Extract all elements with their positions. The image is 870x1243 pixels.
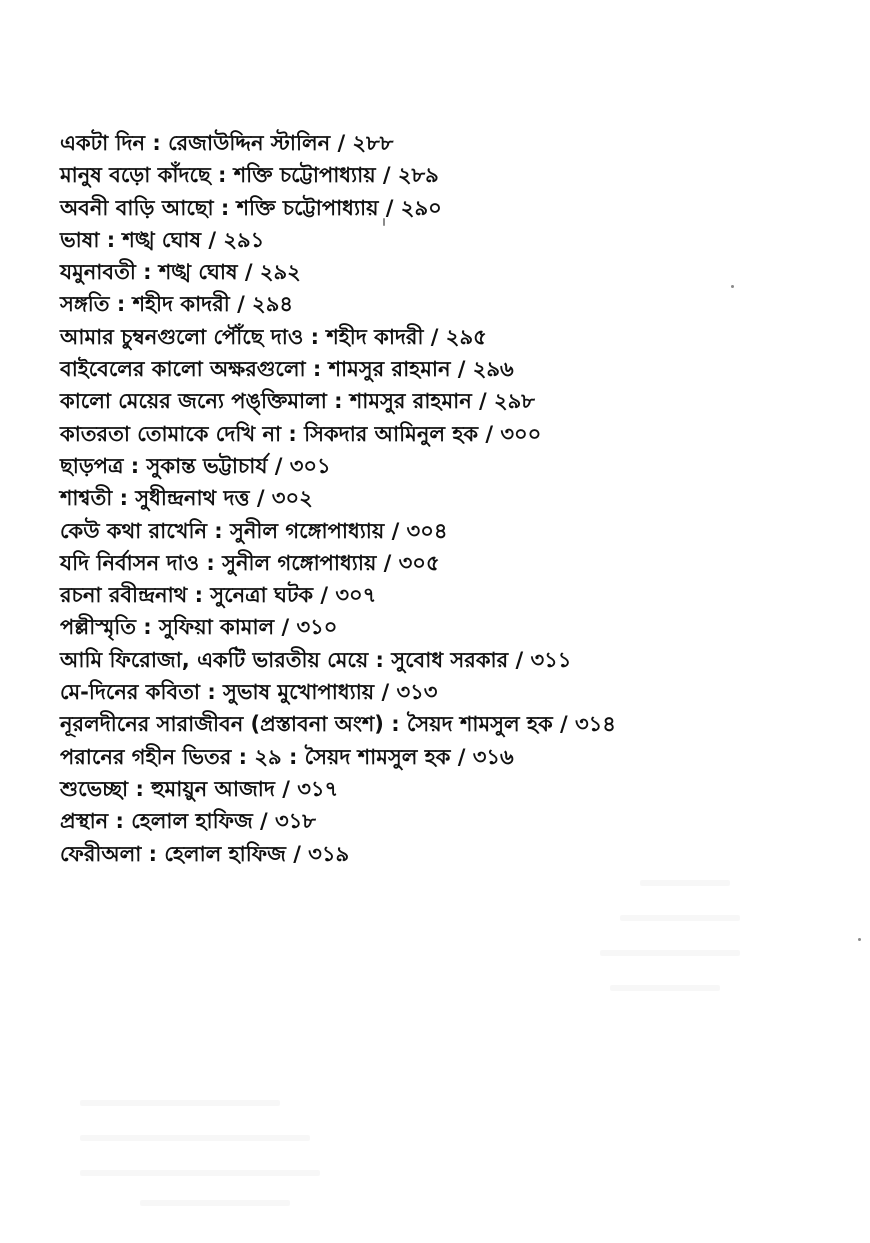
toc-entry: কেউ কথা রাখেনি : সুনীল গঙ্গোপাধ্যায় / ৩০৪	[60, 518, 448, 543]
toc-entry: ছাড়পত্র : সুকান্ত ভট্টাচার্য / ৩০১	[60, 453, 331, 478]
toc-entry: রচনা রবীন্দ্রনাথ : সুনেত্রা ঘটক / ৩০৭	[60, 583, 377, 608]
bleed-through-mark	[140, 1200, 290, 1206]
toc-entry: আমি ফিরোজা, একটি ভারতীয় মেয়ে : সুবোধ সরকার / ৩১১	[60, 647, 572, 672]
toc-entry: আমার চুম্বনগুলো পৌঁছে দাও : শহীদ কাদরী / ২৯৫	[60, 324, 487, 349]
toc-entry: ফেরীঅলা : হেলাল হাফিজ / ৩১৯	[60, 841, 350, 866]
toc-entry: একটা দিন : রেজাউদ্দিন স্টালিন / ২৮৮	[60, 131, 394, 155]
toc-entry: বাইবেলের কালো অক্ষরগুলো : শামসুর রাহমান / ২৯৬	[60, 357, 514, 382]
toc-entry: কাতরতা তোমাকে দেখি না : সিকদার আমিনুল হক / ৩০০	[60, 421, 542, 446]
toc-entry: ভাষা : শঙ্খ ঘোষ / ২৯১	[60, 227, 265, 252]
toc-entry: অবনী বাড়ি আছো : শক্তি চট্টোপাধ্যায় / ২৯০	[60, 195, 442, 220]
toc-entry: নূরলদীনের সারাজীবন (প্রস্তাবনা অংশ) : সৈয়দ শামসুল হক / ৩১৪	[60, 712, 616, 737]
toc-entry: প্রস্থান : হেলাল হাফিজ / ৩১৮	[60, 809, 316, 834]
toc-entry: মে-দিনের কবিতা : সুভাষ মুখোপাধ্যায় / ৩১৩	[60, 680, 438, 705]
toc-entry: পল্লীস্মৃতি : সুফিয়া কামাল / ৩১০	[60, 615, 338, 640]
bleed-through-mark	[80, 1135, 310, 1141]
toc-entry: যমুনাবতী : শঙ্খ ঘোষ / ২৯২	[60, 260, 301, 285]
bleed-through-mark	[640, 880, 730, 886]
toc-entry: সঙ্গতি : শহীদ কাদরী / ২৯৪	[60, 292, 293, 317]
toc-entry: মানুষ বড়ো কাঁদছে : শক্তি চট্টোপাধ্যায় / ২৮৯	[60, 163, 439, 188]
toc-entry: শাশ্বতী : সুধীন্দ্রনাথ দত্ত / ৩০২	[60, 486, 313, 511]
bleed-through-mark	[80, 1100, 280, 1106]
toc-entry: কালো মেয়ের জন্যে পঙ্‌ক্তিমালা : শামসুর রাহমান / ২৯৮	[60, 389, 535, 414]
bleed-through-mark	[610, 985, 720, 991]
toc-entry: যদি নির্বাসন দাও : সুনীল গঙ্গোপাধ্যায় / ৩০৫	[60, 550, 440, 575]
bleed-through-mark	[600, 950, 740, 956]
toc-entry: পরানের গহীন ভিতর : ২৯ : সৈয়দ শামসুল হক / ৩১৬	[60, 744, 514, 769]
table-of-contents	[60, 127, 840, 870]
scan-speck	[858, 938, 861, 941]
bleed-through-mark	[620, 915, 740, 921]
toc-entry: শুভেচ্ছা : হুমায়ুন আজাদ / ৩১৭	[60, 776, 339, 801]
bleed-through-mark	[80, 1170, 320, 1176]
